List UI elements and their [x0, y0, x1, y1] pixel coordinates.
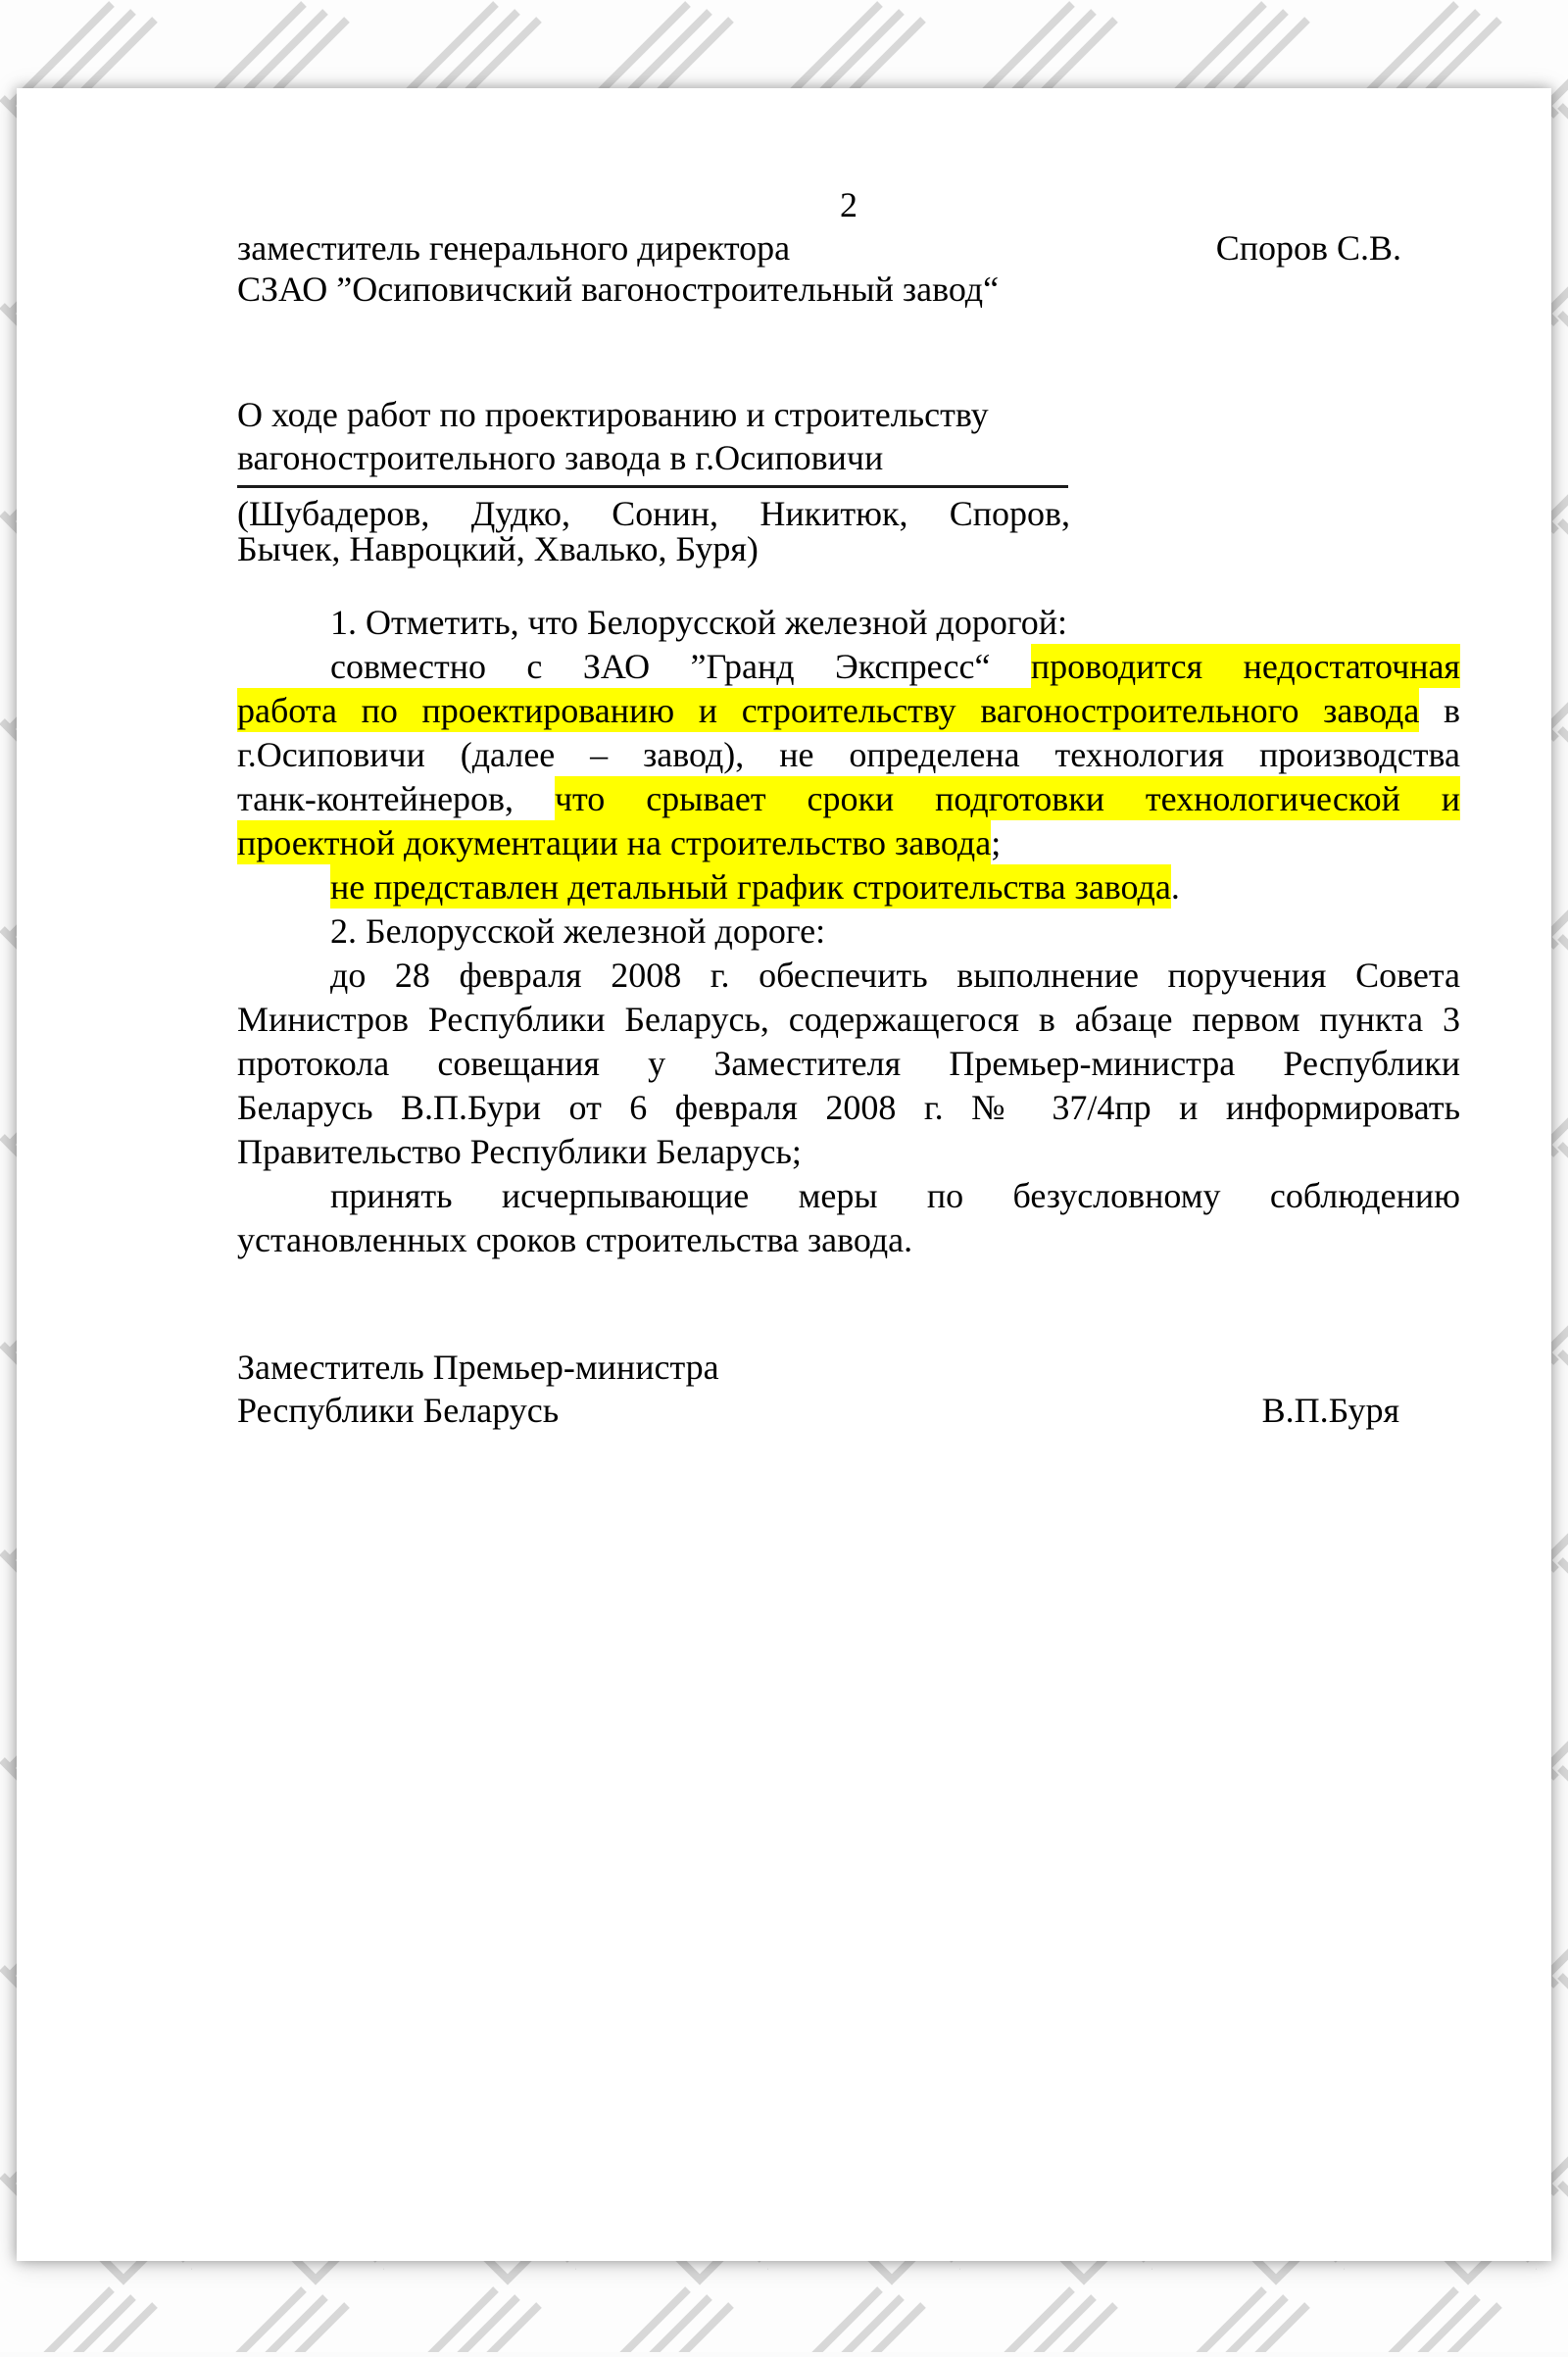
highlighted-text: проводится недостаточная	[1031, 644, 1460, 688]
body-line	[237, 1218, 1460, 1262]
highlighted-text: проектной документации на строительство завода	[237, 820, 991, 864]
body-line	[237, 733, 1460, 777]
signature-block	[237, 1346, 1460, 1432]
recipient-position-line-1: заместитель генерального директора	[237, 228, 791, 268]
body-line	[237, 689, 1460, 733]
signer-name: В.П.Буря	[1261, 1391, 1399, 1430]
subject-underline	[237, 485, 1068, 488]
body-text: .	[1170, 867, 1180, 907]
highlighted-text: что срывает сроки подготовки технологической и	[555, 776, 1460, 820]
highlighted-text: работа по проектированию и строительству вагоностроительного завода	[237, 688, 1419, 732]
body-text: Правительство Республики Беларусь;	[237, 1132, 802, 1171]
body-line	[237, 1042, 1460, 1086]
body-line	[237, 909, 1460, 954]
body-text: в	[1419, 691, 1460, 730]
body-line	[237, 954, 1460, 998]
body-text: Министров Республики Беларусь, содержащегося в абзаце первом пункта 3	[237, 1000, 1460, 1039]
document-page	[17, 88, 1551, 2261]
addressees-line-2: Бычек, Навроцкий, Хвалько, Буря)	[237, 529, 759, 568]
body-text: совместно с ЗАО ”Гранд Экспресс“	[330, 647, 1031, 686]
body-text: Беларусь В.П.Бури от 6 февраля 2008 г. № 37/4пр и информировать	[237, 1088, 1460, 1127]
document-content	[17, 88, 1551, 1432]
addressees-line-1: (Шубадеров, Дудко, Сонин, Никитюк, Споров,	[237, 494, 1070, 533]
body-text: принять исчерпывающие меры по безусловному соблюдению	[330, 1176, 1460, 1215]
subject-line-2: вагоностроительного завода в г.Осиповичи	[237, 438, 884, 477]
recipient-position-line-2: СЗАО ”Осиповичский вагоностроительный завод“	[237, 270, 1000, 309]
body-line	[237, 1174, 1460, 1218]
signer-position-line-2: Республики Беларусь	[237, 1391, 560, 1430]
body-line	[237, 1086, 1460, 1130]
body-text: г.Осиповичи (далее – завод), не определена технология производства	[237, 735, 1460, 774]
subject-line-1: О ходе работ по проектированию и строительству	[237, 395, 989, 434]
body-text: до 28 февраля 2008 г. обеспечить выполнение поручения Совета	[330, 956, 1460, 995]
addressees-block	[237, 496, 1070, 566]
body-line	[237, 777, 1460, 821]
subject-block	[237, 393, 1070, 488]
body-line	[237, 1130, 1460, 1174]
body-paragraphs	[237, 601, 1460, 1262]
body-text: 1. Отметить, что Белорусской железной дорогой:	[330, 603, 1067, 642]
body-text: танк-контейнеров,	[237, 779, 555, 818]
highlighted-text: не представлен детальный график строительства завода	[330, 864, 1171, 908]
document-header	[237, 227, 1460, 269]
body-text: протокола совещания у Заместителя Премьер-министра Республики	[237, 1044, 1460, 1083]
body-text: ;	[991, 823, 1002, 862]
signature-row	[237, 1389, 1460, 1432]
body-line	[237, 821, 1460, 865]
body-line	[237, 865, 1460, 909]
body-line	[237, 601, 1460, 645]
page-number: 2	[840, 185, 858, 224]
recipient-name: Споров С.В.	[1215, 228, 1401, 268]
body-line	[237, 998, 1460, 1042]
body-text: 2. Белорусской железной дороге:	[330, 911, 826, 951]
signer-position-line-1: Заместитель Премьер-министра	[237, 1348, 719, 1387]
body-text: установленных сроков строительства завода.	[237, 1220, 913, 1259]
body-line	[237, 645, 1460, 689]
